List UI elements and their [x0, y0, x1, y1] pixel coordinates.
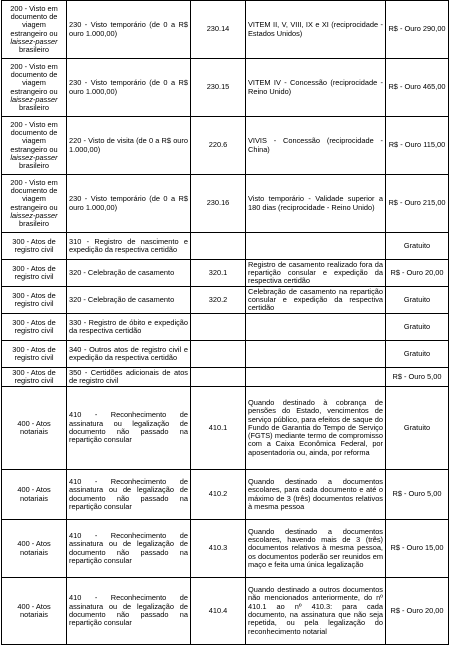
- description-cell: Quando destinado a documentos escolares, havendo mais de 3 (três) documentos relativos à mesma pessoa, os documentos poderão ser reunidos em maço e feita uma única legalização: [246, 520, 386, 578]
- amount-cell: R$ - Ouro 5,00: [386, 368, 449, 387]
- code-cell: [191, 368, 246, 387]
- group-cell: 200 - Visto em documento de viagem estrangeiro ou laissez-passer brasileiro: [2, 175, 67, 233]
- amount-cell: Gratuito: [386, 314, 449, 341]
- description-cell: [246, 233, 386, 260]
- code-cell: 320.1: [191, 260, 246, 287]
- description-cell: VITEM IV - Concessão (reciprocidade - Reino Unido): [246, 59, 386, 117]
- amount-cell: Gratuito: [386, 341, 449, 368]
- service-cell: 310 - Registro de nascimento e expedição da respectiva certidão: [67, 233, 191, 260]
- table-row: [2, 117, 449, 175]
- table-row: [2, 59, 449, 117]
- code-cell: 410.1: [191, 387, 246, 470]
- service-cell: 410 - Reconhecimento de assinatura ou de legalização de documento não passado na repartição consular: [67, 470, 191, 520]
- code-cell: 410.2: [191, 470, 246, 520]
- service-cell: 410 - Reconhecimento de assinatura ou de legalização de documento não passado na repartição consular: [67, 578, 191, 645]
- group-cell: 400 - Atos notariais: [2, 520, 67, 578]
- service-cell: 320 - Celebração de casamento: [67, 287, 191, 314]
- amount-cell: Gratuito: [386, 387, 449, 470]
- service-cell: 230 - Visto temporário (de 0 a R$ ouro 1.000,00): [67, 175, 191, 233]
- table-row: [2, 233, 449, 260]
- fee-table-body: [2, 1, 449, 645]
- service-cell: 410 - Reconhecimento de assinatura ou legalização de documento não passado na repartição consular: [67, 387, 191, 470]
- group-cell: 300 - Atos de registro civil: [2, 260, 67, 287]
- code-cell: [191, 341, 246, 368]
- group-cell: 200 - Visto em documento de viagem estrangeiro ou laissez-passer brasileiro: [2, 1, 67, 59]
- amount-cell: R$ - Ouro 15,00: [386, 520, 449, 578]
- code-cell: 410.3: [191, 520, 246, 578]
- amount-cell: R$ - Ouro 290,00: [386, 1, 449, 59]
- amount-cell: R$ - Ouro 5,00: [386, 470, 449, 520]
- service-cell: 350 - Certidões adicionais de atos de registro civil: [67, 368, 191, 387]
- amount-cell: R$ - Ouro 115,00: [386, 117, 449, 175]
- amount-cell: Gratuito: [386, 233, 449, 260]
- service-cell: 220 - Visto de visita (de 0 a R$ ouro 1.000,00): [67, 117, 191, 175]
- code-cell: [191, 314, 246, 341]
- code-cell: 220.6: [191, 117, 246, 175]
- description-cell: Quando destinado a outros documentos não mencionados anteriormente, do nº 410.1 ao nº 410.3: para cada documento, na assinatura que não seja repetida, ou pela legalização do reconhecimento notarial: [246, 578, 386, 645]
- table-row: [2, 341, 449, 368]
- amount-cell: R$ - Ouro 20,00: [386, 578, 449, 645]
- group-cell: 400 - Atos notariais: [2, 387, 67, 470]
- group-cell: 200 - Visto em documento de viagem estrangeiro ou laissez-passer brasileiro: [2, 117, 67, 175]
- table-row: [2, 175, 449, 233]
- amount-cell: R$ - Ouro 465,00: [386, 59, 449, 117]
- description-cell: VITEM II, V, VIII, IX e XI (reciprocidade - Estados Unidos): [246, 1, 386, 59]
- description-cell: Registro de casamento realizado fora da repartição consular e expedição da respectiva certidão: [246, 260, 386, 287]
- service-cell: 230 - Visto temporário (de 0 a R$ ouro 1.000,00): [67, 1, 191, 59]
- code-cell: 410.4: [191, 578, 246, 645]
- table-row: [2, 470, 449, 520]
- code-cell: 230.14: [191, 1, 246, 59]
- consular-fee-table: [1, 0, 449, 645]
- description-cell: Celebração de casamento na repartição consular e expedição da respectiva certidão: [246, 287, 386, 314]
- table-row: [2, 1, 449, 59]
- table-row: [2, 387, 449, 470]
- description-cell: [246, 368, 386, 387]
- service-cell: 230 - Visto temporário (de 0 a R$ ouro 1.000,00): [67, 59, 191, 117]
- table-row: [2, 520, 449, 578]
- group-cell: 300 - Atos de registro civil: [2, 314, 67, 341]
- description-cell: [246, 314, 386, 341]
- group-cell: 400 - Atos notariais: [2, 470, 67, 520]
- table-row: [2, 368, 449, 387]
- service-cell: 410 - Reconhecimento de assinatura ou de legalização de documento não passado na repartição consular: [67, 520, 191, 578]
- service-cell: 330 - Registro de óbito e expedição da respectiva certidão: [67, 314, 191, 341]
- table-row: [2, 260, 449, 287]
- table-row: [2, 287, 449, 314]
- amount-cell: R$ - Ouro 20,00: [386, 260, 449, 287]
- table-row: [2, 578, 449, 645]
- group-cell: 400 - Atos notariais: [2, 578, 67, 645]
- code-cell: 320.2: [191, 287, 246, 314]
- description-cell: Quando destinado à cobrança de pensões do Estado, vencimentos de serviço público, para efeitos de saque do Fundo de Garantia do Tempo de Serviço (FGTS) mediante termo de compromisso com a Caixa Econômica Federal, por aposentadoria ou, ainda, por reforma: [246, 387, 386, 470]
- service-cell: 320 - Celebração de casamento: [67, 260, 191, 287]
- group-cell: 300 - Atos de registro civil: [2, 368, 67, 387]
- description-cell: VIVIS - Concessão (reciprocidade - China): [246, 117, 386, 175]
- service-cell: 340 - Outros atos de registro civil e expedição da respectiva certidão: [67, 341, 191, 368]
- group-cell: 300 - Atos de registro civil: [2, 233, 67, 260]
- code-cell: 230.16: [191, 175, 246, 233]
- code-cell: 230.15: [191, 59, 246, 117]
- amount-cell: Gratuito: [386, 287, 449, 314]
- table-row: [2, 314, 449, 341]
- description-cell: Quando destinado a documentos escolares, para cada documento e até o máximo de 3 (três) documentos relativos à mesma pessoa: [246, 470, 386, 520]
- amount-cell: R$ - Ouro 215,00: [386, 175, 449, 233]
- code-cell: [191, 233, 246, 260]
- group-cell: 200 - Visto em documento de viagem estrangeiro ou laissez-passer brasileiro: [2, 59, 67, 117]
- group-cell: 300 - Atos de registro civil: [2, 341, 67, 368]
- description-cell: [246, 341, 386, 368]
- group-cell: 300 - Atos de registro civil: [2, 287, 67, 314]
- description-cell: Visto temporário - Validade superior a 180 dias (reciprocidade - Reino Unido): [246, 175, 386, 233]
